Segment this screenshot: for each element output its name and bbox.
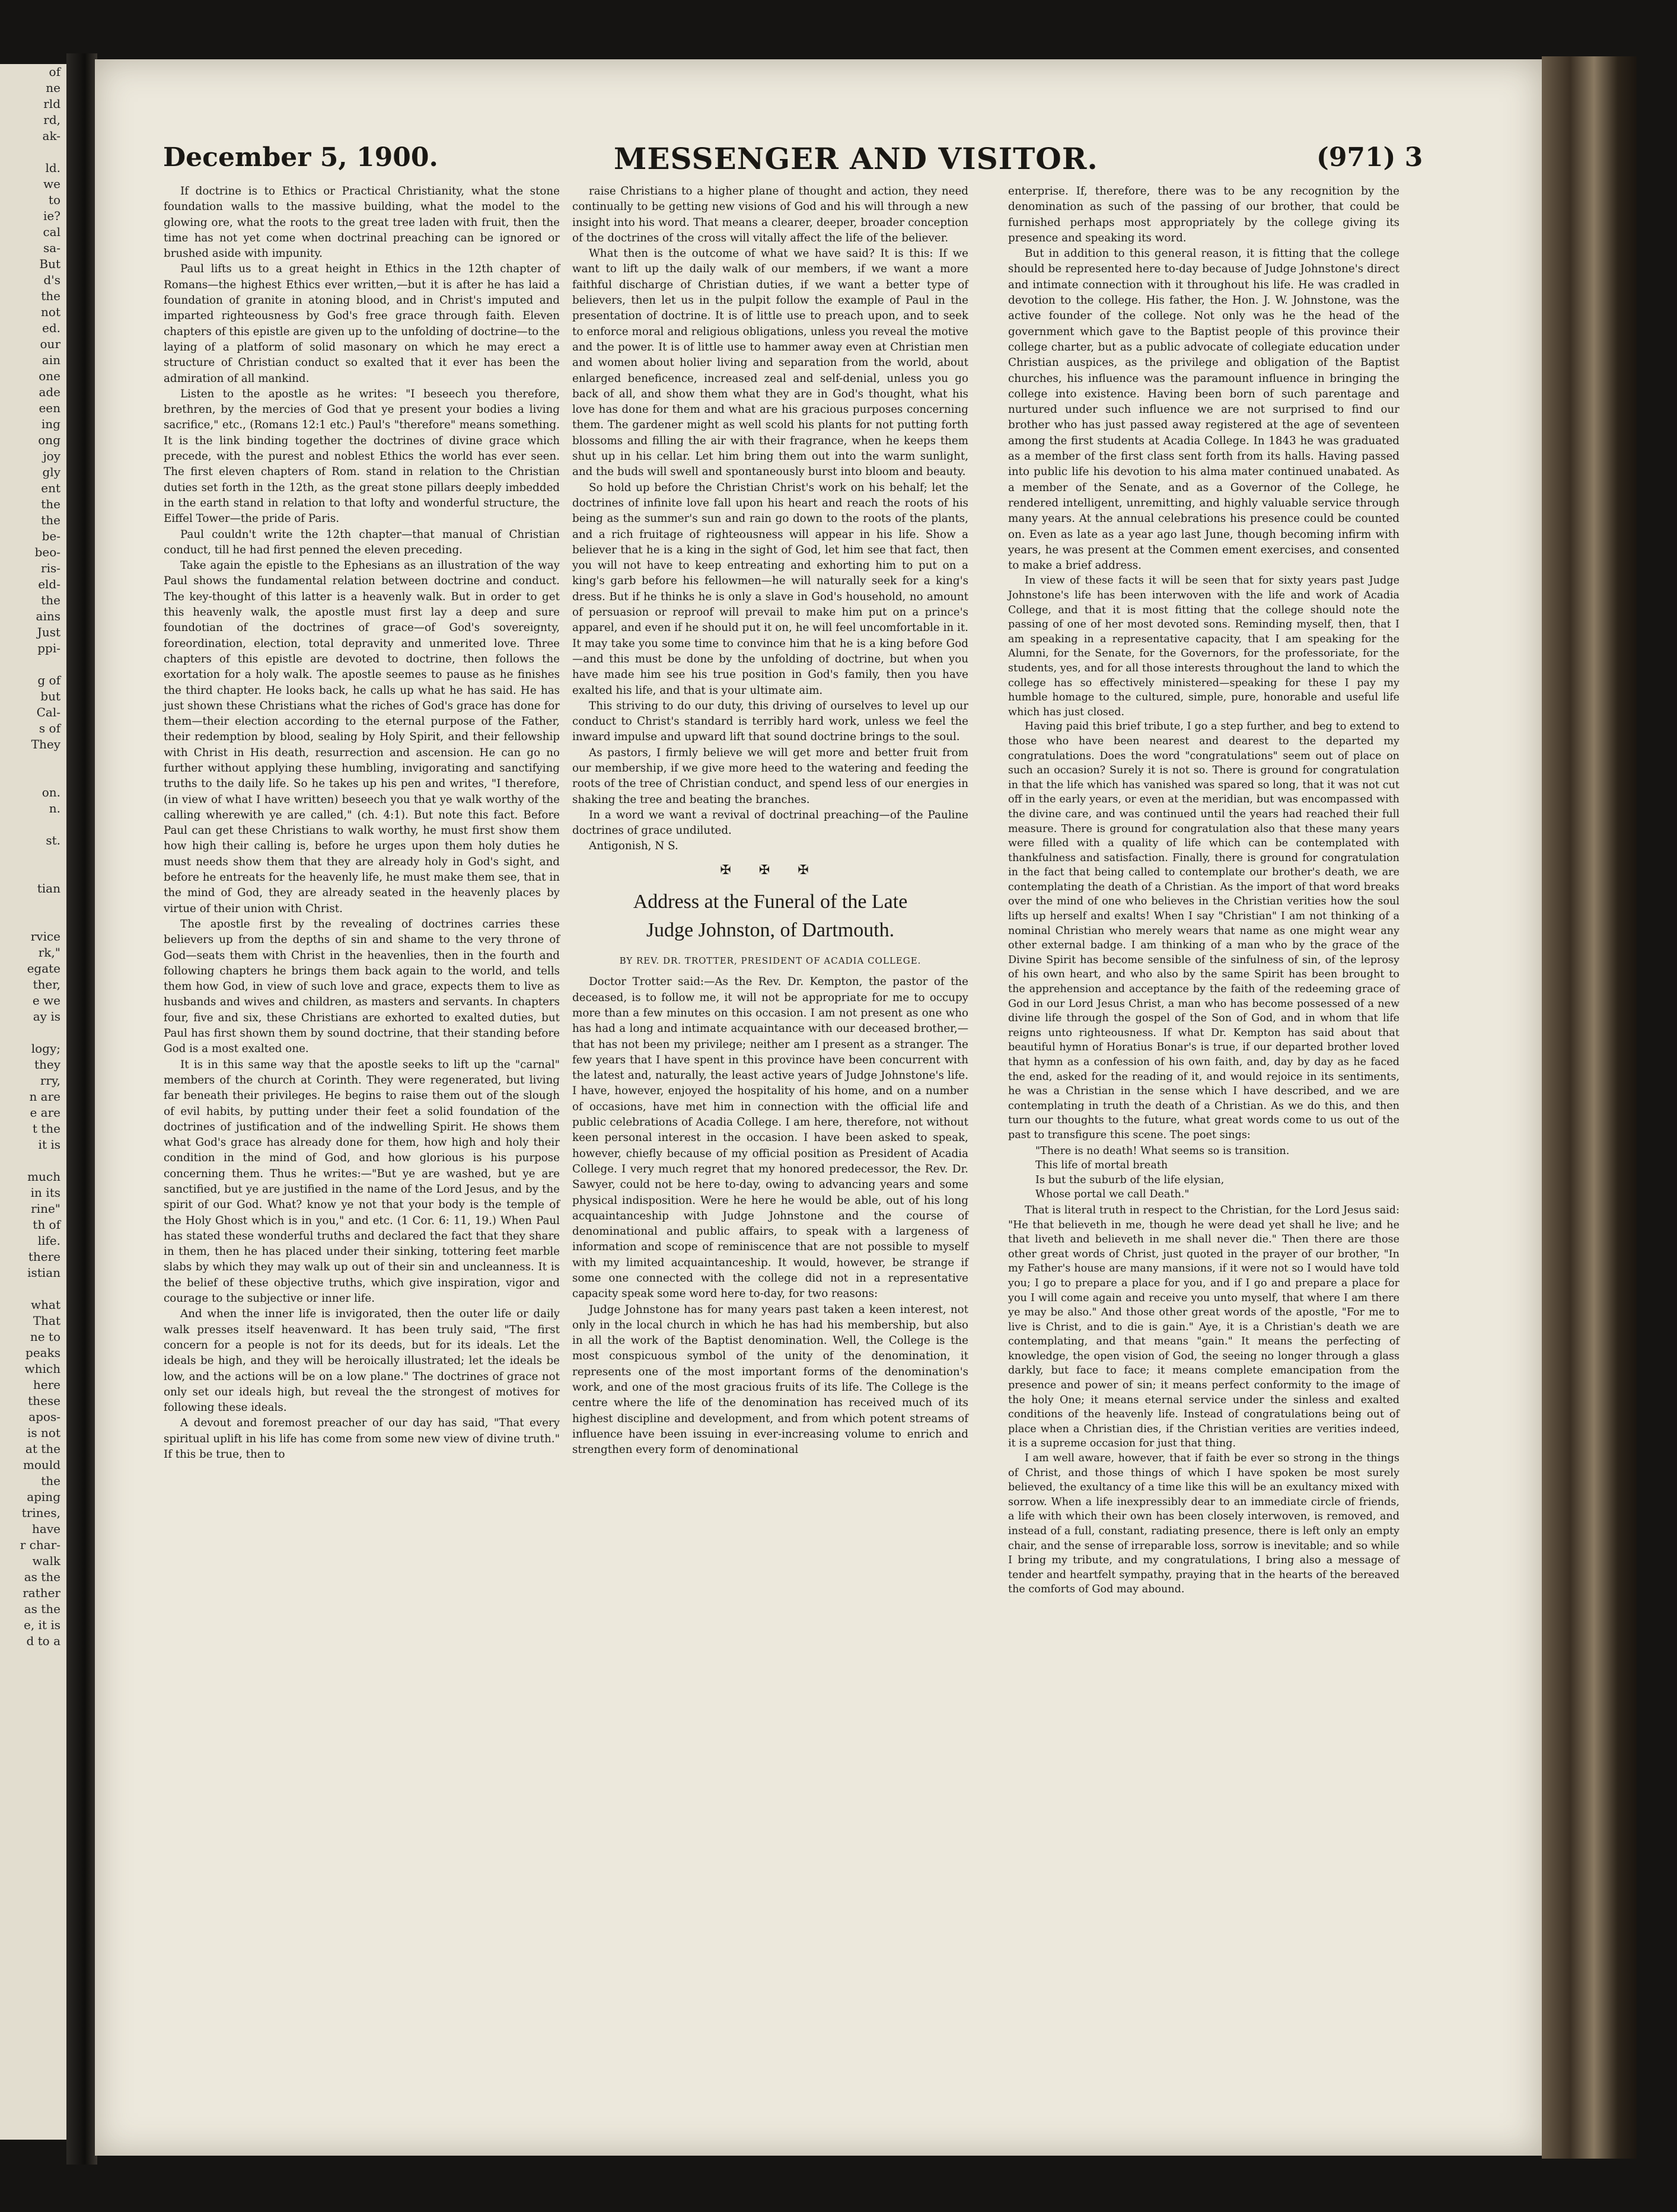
paragraph: Paul lifts us to a great height in Ethics in the 12th chapter of Romans—the highest Ethics ever written,—but it is after he has laid a foundation of granite in atoning blood, and in Christ's imputed and imparted righteousness by God's free grace through faith. Eleven chapters of this epistle are given up to the unfolding of doctrine—to the laying of a platform of solid masonary on which he may erect a structure of Christian conduct so exalted that it ever has been the admiration of all mankind.: [164, 263, 560, 385]
paragraph: Having paid this brief tribute, I go a step further, and beg to extend to those who have been nearest and dearest to the departed my congratulations. Does the word "congratulations" seem out of place on such an occasion? Surely it is not so. There is ground for congratulation in that the life which has vanished was spared so long, that it was not cut off in the early years, or even at the meridian, but was encompassed with the divine care, and was continued until the years had reached their full measure. There is ground for congratulation also that these many years were filled with a quality of life which can be contemplated with thankfulness and satisfaction. Finally, there is ground for congratulation in the fact that being called to contemplate our brother's death, we are contemplating the death of a Christian. As the import of that word breaks over the mind of one who believes in the Christian verities how the soul lifts up herself and exalts! When I say "Christian" I am not thinking of a nominal Christian who merely wears that name as one might wear any other external badge. I am thinking of a man who by the grace of the Divine Spirit has become sensible of the sinfulness of sin, of the leprosy of his own heart, and who also by the same Spirit has been brought to the apprehension and acceptance by the faith of the redeeming grace of God in our Lord Jesus Christ, a man who has become possessed of a new divine life through the gospel of the Son of God, and in whom that life reigns unto righteousness. If what Dr. Kempton has said about that beautiful hymn of Horatius Bonar's is true, if our departed brother loved that hymn as a confession of his own faith, and, day by day as he faced the end, asked for the reading of it, and would rejoice in its sentiments, he was a Christian in the sense which I have described, and we are contemplating in truth the death of a Christian. As we do this, and then turn our thoughts to the future, what great words come to us out of the past to transfigure this scene. The poet sings:: [1008, 721, 1399, 1141]
article-signature: Antigonish, N S.: [589, 840, 678, 853]
article-byline: BY REV. DR. TROTTER, PRESIDENT OF ACADIA COLLEGE.: [619, 955, 922, 967]
column-2: [572, 184, 968, 1458]
paragraph: So hold up before the Christian Christ's work on his behalf; let the doctrines of infinite love fall upon his heart and reach the roots of his being as the summer's sun and rain go down to the roots of the plants, and a rich fruitage of righteousness will appear in his life. Show a believer that he is a king in the sight of God, let him see that fact, then you will not have to keep entreating and exhorting him to put on a king's garb before his fellowmen—he will naturally seek for a king's dress. But if he thinks he is only a slave in God's household, no amount of persuasion or reproof will prevail to make him put on a prince's apparel, and even if he should put it on, he will feel uncomfortable in it. It may take you some time to convince him that he is a king before God—and this must be done by the unfolding of doctrine, but when you have made him see his true position in God's family, then you have exalted his life, and that is your ultimate aim.: [572, 481, 968, 697]
paragraph: raise Christians to a higher plane of thought and action, they need continually to be getting new visions of God and his will through a new insight into his word. That means a clearer, deeper, broader conception of the doctrines of the cross will vitally affect the life of the believer.: [572, 185, 968, 244]
headline-line-1: Address at the Funeral of the Late: [633, 891, 908, 913]
poem-quote: "There is no death! What seems so is transition. This life of mortal breath Is but the suburb of the life elysian, Whose portal we call Death.": [1035, 1145, 1290, 1201]
column-3: [1008, 184, 1399, 1597]
paragraph: But in addition to this general reason, it is fitting that the college should be represented here to-day because of Judge Johnstone's direct and intimate connection with it throughout his life. He was cradled in devotion to the college. His father, the Hon. J. W. Johnstone, was the active founder of the college. Not only was he the head of the government which gave to the Baptist people of this province their college charter, but as a public advocate of collegiate education under Christian auspices, as the privilege and obligation of the Baptist churches, his influence was the paramount influence in bringing the college into existence. Having been born of such parentage and nurtured under such influence we are not surprised to find our brother who has just passed away registered at the age of seventeen among the first students at Acadia College. In 1843 he was graduated as a member of the first class sent forth from its halls. Having passed into public life his devotion to his alma mater continued unabated. As a member of the Senate, and as a Governor of the College, he rendered intelligent, unremitting, and highly valuable service through many years. At the annual celebrations his presence could be counted on. Even as late as a year ago last June, though becoming infirm with years, he was present at the Commen ement exercises, and consented to make a brief address.: [1008, 247, 1399, 572]
paragraph: If doctrine is to Ethics or Practical Christianity, what the stone foundation walls to the massive building, what the model to the glowing ore, what the roots to the great tree laden with fruit, then the time has not yet come when doctrinal preaching can be ignored or brushed aside with impunity.: [164, 185, 560, 260]
book-gutter: [66, 53, 97, 2165]
headline-line-2: Judge Johnston, of Dartmouth.: [646, 919, 895, 942]
adjacent-page-fragments: of ne rld rd, ak- ld. we to ie? cal sa- But d's the not ed. our ain one ade een ing ong joy gly ent the the be- beo- ris- eld- the ains Just ppi- g of but Cal- s of They on. n. st. tian rvice rk," egate ther, e we ay is logy; they rry, n are e are t the it is much in its rine" th of life. there istian what That ne to peaks which here these apos- is not at the mould the aping trines, have r char- walk as the rather as the e, it is d to a: [20, 65, 60, 1648]
book-page-edges: [1542, 56, 1637, 2159]
adjacent-page-strip: [0, 64, 66, 2140]
paragraph: Take again the epistle to the Ephesians as an illustration of the way Paul shows the fundamental relation between doctrine and conduct. The key-thought of this latter is a heavenly walk. But in order to get this heavenly walk, the apostle must first lay a deep and sure foundotian of the doctrines of grace—of God's sovereignty, foreordination, election, total depravity and unmerited love. Three chapters of this epistle are devoted to doctrine, then follows the exortation for a holy walk. The apostle seemes to pause as he finishes the third chapter. He looks back, he calls up what he has said. He has just shown these Christians what the riches of God's grace has done for them—their election according to the eternal purpose of the Father, their redemption by blood, sealing by Holy Spirit, and their fellowship with Christ in His death, resurrection and ascension. He can go no further without applying these humbling, invigorating and sanctifying truths to the daily life. So he takes up his pen and writes, "I therefore, (in view of what I have written) beseech you that ye walk worthy of the calling wherewith ye are called," (ch. 4:1). But note this fact. Before Paul can get these Christians to walk worthy, he must first show them how high their calling is, before he urges upon them holy duties he must needs show them that they are already holy in God's sight, and before he entreats for the heavenly life, he must make them see, that in the mind of God, they are already seated in the heavenly places by virtue of their union with Christ.: [164, 559, 560, 915]
paragraph: I am well aware, however, that if faith be ever so strong in the things of Christ, and those things of which I have spoken be most surely believed, the exultancy of a time like this will be an exultancy mixed with sorrow. When a life inexpressibly dear to an immediate circle of friends, a life with which their own has been closely interwoven, is removed, and instead of a full, constant, radiating presence, there is left only an empty chair, and the sense of irreparable loss, sorrow is inevitable; and so while I bring my tribute, and my congratulations, I bring also a message of tender and heartfelt sympathy, praying that in the hearts of the bereaved the comforts of God may abound.: [1008, 1452, 1399, 1596]
paragraph: Judge Johnstone has for many years past taken a keen interest, not only in the local church in which he has had his membership, but also in all the work of the Baptist denomination. Well, the College is the most conspicuous symbol of the unity of the denomination, it represents one of the most important forms of the denomination's work, and one of the most gracious fruits of its life. The College is the centre where the life of the denomination has received much of its highest discipline and development, and from which potent streams of influence have been issuing in ever-increasing volume to enrich and strengthen every form of denominational: [572, 1303, 968, 1456]
paragraph: A devout and foremost preacher of our day has said, "That every spiritual uplift in his life has come from some new view of divine truth." If this be true, then to: [164, 1417, 560, 1461]
paragraph: As pastors, I firmly believe we will get more and better fruit from our membership, if we give more heed to the watering and feeding the roots of the tree of Christian conduct, and spend less of our energies in shaking the tree and beating the branches.: [572, 746, 968, 806]
paragraph: This striving to do our duty, this driving of ourselves to level up our conduct to Christ's standard is terribly hard work, unless we feel the inward impulse and upward lift that sound doctrine brings to the soul.: [572, 699, 968, 744]
paragraph: enterprise. If, therefore, there was to be any recognition by the denomination as such of the passing of our brother, that could be furnished perhaps most appropriately by the college giving its presence and speaking its word.: [1008, 185, 1399, 244]
paragraph: Listen to the apostle as he writes: "I beseech you therefore, brethren, by the mercies of God that ye present your bodies a living sacrifice," etc., (Romans 12:1 etc.) Paul's "therefore" means something. It is the link binding together the doctrines of divine grace which precede, with the purest and noblest Ethics the world has ever seen. The first eleven chapters of Rom. stand in relation to the Christian duties set forth in the 12th, as the great stone pillars deeply imbedded in the earth stand in relation to that lofty and wonderful structure, the Eiffel Tower—the pride of Paris.: [164, 387, 560, 525]
paragraph: What then is the outcome of what we have said? It is this: If we want to lift up the daily walk of our members, if we want a more faithful discharge of Christian duties, if we want a better type of believers, then let us in the pulpit follow the example of Paul in the presentation of doctrine. It is of little use to preach upon, and to seek to enforce moral and religious obligations, unless you reveal the motive and the power. It is of little use to hammer away even at Christian men and women about holier living and separation from the world, about enlarged beneficence, increased zeal and self-denial, unless you go back of all, and show them what they are in God's thought, what his love has done for them and what are his gracious purposes concerning them. The gardener might as well scold his plants for not putting forth blossoms and filling the air with their fragrance, when he keeps them shut up in his cellar. Let him bring them out into the warm sunlight, and the buds will swell and spontaneously burst into bloom and beauty.: [572, 247, 968, 479]
paragraph: And when the inner life is invigorated, then the outer life or daily walk presses itself heavenward. It has been truly said, "The first concern for a people is not for its deeds, but for its ideals. Let the ideals be high, and they will be heroically illustrated; let the ideals be low, and the actions will be on a low plane." The doctrines of grace not only set our ideals high, but reveal the the strongest of motives for following these ideals.: [164, 1308, 560, 1414]
paragraph: In view of these facts it will be seen that for sixty years past Judge Johnstone's life has been interwoven with the life and work of Acadia College, and that it is most fitting that the college should note the passing of one of her most devoted sons. Reminding myself, then, that I am speaking in a representative capacity, that I am speaking for the Alumni, for the Senate, for the Governors, for the professoriate, for the students, yes, and for all those interests throughout the land to which the college has so effectively ministered—speaking for these I pay my humble homage to the cultured, simple, pure, honorable and useful life which has just closed.: [1008, 575, 1399, 718]
paragraph: In a word we want a revival of doctrinal preaching—of the Pauline doctrines of grace undiluted.: [572, 808, 968, 837]
paragraph: It is in this same way that the apostle seeks to lift up the "carnal" members of the church at Corinth. They were regenerated, but living far beneath their privileges. He begins to raise them out of the slough of evil habits, by putting under their feet a solid foundation of the doctrines of justification and of the indwelling Spirit. He shows them what God's grace has already done for them, how high and holy their condition in the mind of God, and how glorious is his purpose concerning them. Thus he writes:—"But ye are washed, but ye are sanctified, but ye are justified in the name of the Lord Jesus, and by the spirit of our God. What? know ye not that your body is the temple of the Holy Ghost which is in you," and etc. (1 Cor. 6: 11, 19.) When Paul has stated these wonderful truths and declared the fact that they share in them, then he has placed under their sinking, tottering feet marble slabs by which they may walk up out of their sin and uncleanness. It is the belief of these objective truths, which give inspiration, vigor and courage to the subjective or inner life.: [164, 1058, 560, 1305]
paragraph: Paul couldn't write the 12th chapter—that manual of Christian conduct, till he had first penned the eleven preceding.: [164, 528, 560, 556]
article-headline: [572, 888, 968, 945]
paragraph: The apostle first by the revealing of doctrines carries these believers up from the depths of sin and shame to the very throne of God—seats them with Christ in the heavenlies, then in the fourth and following chapters he brings them back again to the world, and tells them how God, in view of such love and grace, expects them to live as husbands and wives and children, as masters and servants. In chapters four, five and six, these Christians are exhorted to exalted duties, but Paul has first shown them by sound doctrine, that their standing before God is a most exalted one.: [164, 917, 560, 1056]
masthead: [163, 142, 1468, 190]
page-number: (971) 3: [1316, 142, 1423, 173]
paragraph: Doctor Trotter said:—As the Rev. Dr. Kempton, the pastor of the deceased, is to follow me, it will not be appropriate for me to occupy more than a few minutes on this occasion. I am not present as one who has had a long and intimate acquaintance with our deceased brother,—that has not been my privilege; neither am I present as a stranger. The few years that I have spent in this province have been concurrent with the latest and, naturally, the least active years of Judge Johnstone's life. I have, however, enjoyed the hospitality of his home, and on a number of occasions, have met him in connection with the official life and public celebrations of Acadia College. I am here, therefore, not without keen personal interest in the occasion. I have been asked to speak, however, chiefly because of my official position as President of Acadia College. I very much regret that my honored predecessor, the Rev. Dr. Sawyer, could not be here to-day, owing to advancing years and some physical indisposition. Were he here he would be able, out of his long acquaintanceship with Judge Johnstone and the course of denominational and public affairs, to speak with a largeness of information and scope of reminiscence that are not possible to myself with my limited acquaintanceship. It would, however, be strange if some one connected with the college did not in a representative capacity speak some word here to-day, for two reasons:: [572, 976, 968, 1301]
newspaper-title: MESSENGER AND VISITOR.: [614, 141, 1098, 176]
issue-date: December 5, 1900.: [163, 142, 438, 173]
column-1: [164, 184, 560, 1462]
section-separator: ✠ ✠ ✠: [720, 862, 821, 878]
paragraph: That is literal truth in respect to the Christian, for the Lord Jesus said: "He that believeth in me, though he were dead yet shall he live; and he that liveth and believeth in me shall never die." Then there are those other great words of Christ, just quoted in the prayer of our brother, "In my Father's house are many mansions, if it were not so I would have told you; I go to prepare a place for you, and if I go and prepare a place for you I will come again and receive you unto myself, that where I am there ye may be also." And those other great words of the apostle, "For me to live is Christ, and to die is gain." Aye, it is a Christian's death we are contemplating, and that means "gain." It means the perfecting of knowledge, the open vision of God, the seeing no longer through a glass darkly, but face to face; it means complete emancipation from the presence and power of sin; it means perfect conformity to the image of the holy One; it means eternal service under the sinless and exalted conditions of the heavenly life. Instead of congratulations being out of place when a Christian dies, if the Christian verities are verities indeed, it is a supreme occasion for just that thing.: [1008, 1204, 1399, 1450]
